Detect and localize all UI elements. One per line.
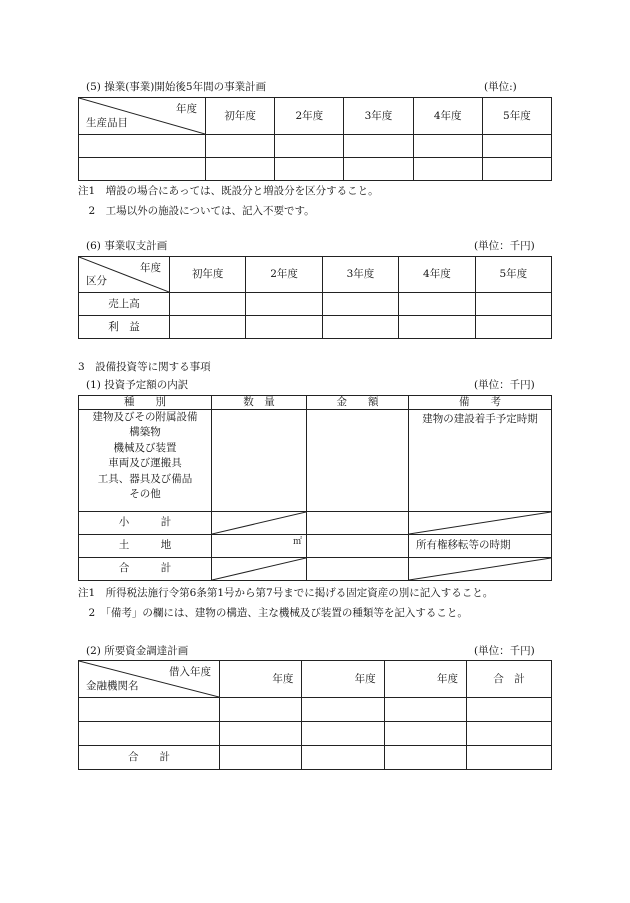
section6-corner-cell (79, 257, 170, 293)
section5-note-2: 2 工場以外の施設については、記入不要です。 (78, 205, 315, 217)
funding-col-header: 年度 (384, 661, 466, 698)
investment-remark-cell[interactable] (409, 409, 552, 511)
funding-cell[interactable] (220, 698, 302, 722)
section6-cell[interactable] (399, 293, 475, 316)
funding-cell[interactable] (79, 722, 220, 746)
land-label: 土 地 (79, 534, 212, 557)
section6-col-header: 初年度 (170, 257, 246, 293)
funding-col-header: 合 計 (467, 661, 552, 698)
funding-cell[interactable] (467, 722, 552, 746)
investment-unit: (単位：千円) (474, 379, 535, 391)
section6-unit: (単位：千円) (474, 240, 535, 252)
section5-col-header: 4年度 (413, 98, 482, 135)
funding-cell[interactable] (302, 722, 384, 746)
funding-row (79, 722, 552, 746)
investment-note-1: 注1 所得税法施行令第6条第1号から第7号までに掲げる固定資産の別に記入すること。 (78, 587, 494, 599)
section5-col-header: 2年度 (275, 98, 344, 135)
section5-cell[interactable] (275, 135, 344, 158)
total-quantity-cell (212, 557, 307, 580)
investment-title: (1) 投資予定額の内訳 (86, 379, 189, 391)
section6-cell[interactable] (322, 293, 398, 316)
funding-cell[interactable] (220, 722, 302, 746)
funding-title: (2) 所要資金調達計画 (86, 645, 189, 657)
section5-table (78, 97, 552, 181)
investment-item: 工具、器具及び備品 (97, 472, 193, 485)
section5-title: (5) 操業(事業)開始後5年間の事業計画 (86, 81, 267, 93)
section6-row (79, 316, 552, 339)
section5-corner-bottom: 生産品目 (86, 117, 128, 130)
section6-col-header: 3年度 (322, 257, 398, 293)
investment-cell[interactable] (307, 511, 409, 534)
investment-item: 建物及びその附属設備 (92, 410, 198, 423)
investment-item: 構築物 (129, 426, 161, 439)
section6-row (79, 293, 552, 316)
investment-item: 機械及び装置 (113, 441, 177, 454)
section5-cell[interactable] (206, 158, 275, 181)
section5-cell[interactable] (79, 158, 206, 181)
section6-col-header: 5年度 (475, 257, 551, 293)
section5-cell[interactable] (275, 158, 344, 181)
section6-cell[interactable] (475, 316, 551, 339)
section6-cell[interactable] (399, 316, 475, 339)
funding-cell[interactable] (302, 746, 384, 770)
section5-cell[interactable] (482, 135, 551, 158)
funding-cell[interactable] (384, 746, 466, 770)
investment-table (78, 395, 552, 581)
section5-col-header: 5年度 (482, 98, 551, 135)
section3-heading: 3 設備投資等に関する事項 (78, 361, 211, 373)
funding-cell[interactable] (220, 746, 302, 770)
subtotal-label: 小 計 (79, 511, 212, 534)
section6-col-header: 4年度 (399, 257, 475, 293)
section5-cell[interactable] (344, 158, 413, 181)
funding-cell[interactable] (384, 722, 466, 746)
investment-cell[interactable] (307, 534, 409, 557)
investment-total-label: 合 計 (79, 557, 212, 580)
section6-col-header: 2年度 (246, 257, 322, 293)
section5-cell[interactable] (413, 158, 482, 181)
section6-cell[interactable] (475, 293, 551, 316)
funding-row (79, 698, 552, 722)
section6-table (78, 256, 552, 339)
funding-unit: (単位：千円) (474, 645, 535, 657)
section5-note-1: 注1 増設の場合にあっては、既設分と増設分を区分すること。 (78, 185, 379, 197)
section6-cell[interactable] (246, 316, 322, 339)
section5-cell[interactable] (79, 135, 206, 158)
investment-note-2: 2 「備考」の欄には、建物の構造、主な機械及び装置の種類等を記入すること。 (78, 607, 468, 619)
funding-col-header: 年度 (302, 661, 384, 698)
investment-item-list (79, 409, 212, 511)
section5-unit: (単位:) (484, 81, 517, 93)
investment-header: 備 考 (409, 396, 552, 410)
section5-row (79, 135, 552, 158)
section6-cell[interactable] (170, 293, 246, 316)
investment-header: 数 量 (212, 396, 307, 410)
funding-corner-top: 借入年度 (169, 666, 211, 678)
funding-cell[interactable] (467, 746, 552, 770)
land-unit: ㎡ (292, 536, 302, 547)
section5-col-header: 3年度 (344, 98, 413, 135)
remark-land: 所有権移転等の時期 (416, 538, 511, 551)
section6-corner-top: 年度 (140, 262, 161, 274)
funding-cell[interactable] (467, 698, 552, 722)
funding-cell[interactable] (384, 698, 466, 722)
section5-col-header: 初年度 (206, 98, 275, 135)
investment-item: 車両及び運搬具 (108, 457, 182, 470)
section5-cell[interactable] (206, 135, 275, 158)
funding-corner-bottom: 金融機関名 (86, 680, 139, 693)
funding-col-header: 年度 (220, 661, 302, 698)
section6-title: (6) 事業収支計画 (86, 240, 168, 252)
section6-corner-bottom: 区分 (86, 275, 107, 288)
section5-corner-cell (79, 98, 206, 135)
investment-cell[interactable] (212, 409, 307, 511)
section5-corner-top: 年度 (176, 103, 197, 115)
investment-item: その他 (129, 488, 161, 501)
section5-cell[interactable] (344, 135, 413, 158)
section5-row (79, 158, 552, 181)
land-remark-cell[interactable] (409, 534, 552, 557)
funding-table (78, 660, 552, 770)
section6-cell[interactable] (246, 293, 322, 316)
subtotal-remark-cell (409, 511, 552, 534)
section6-cell[interactable] (170, 316, 246, 339)
section6-cell[interactable] (322, 316, 398, 339)
land-quantity-cell[interactable] (212, 534, 307, 557)
subtotal-quantity-cell (212, 511, 307, 534)
section5-cell[interactable] (482, 158, 551, 181)
funding-total-row (79, 746, 552, 770)
funding-cell[interactable] (79, 698, 220, 722)
funding-corner-cell (79, 661, 220, 698)
investment-header: 種 別 (79, 396, 212, 410)
total-remark-cell (409, 557, 552, 580)
remark-building: 建物の建設着手予定時期 (422, 412, 538, 425)
funding-total-label: 合 計 (79, 746, 220, 770)
investment-cell[interactable] (307, 409, 409, 511)
section5-cell[interactable] (413, 135, 482, 158)
funding-cell[interactable] (302, 698, 384, 722)
investment-cell[interactable] (307, 557, 409, 580)
section6-row-label: 売上高 (79, 293, 170, 316)
investment-header: 金 額 (307, 396, 409, 410)
section6-row-label: 利 益 (79, 316, 170, 339)
